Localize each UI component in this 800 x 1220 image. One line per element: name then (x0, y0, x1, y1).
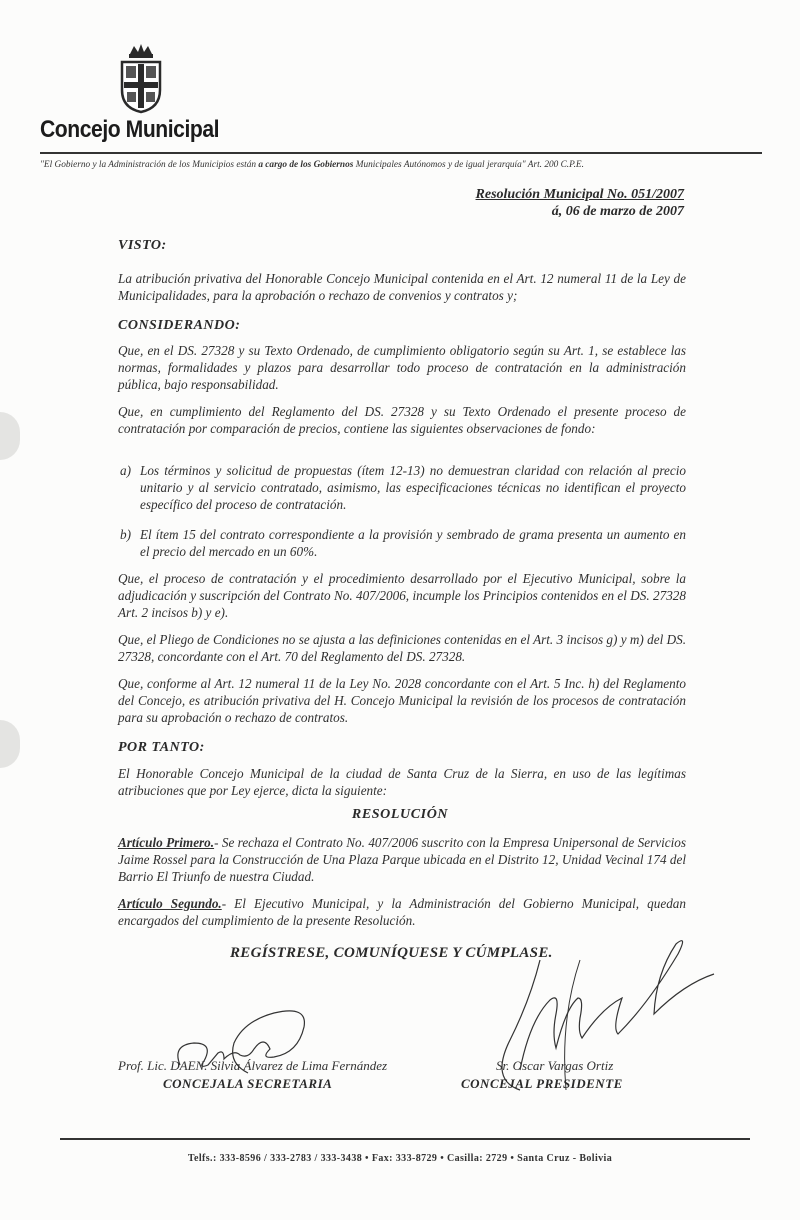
considerando-p2: Que, en cumplimiento del Reglamento del DS. 27328 y su Texto Ordenado el presente proceso de contratación por comparación de precios, contiene las siguientes observaciones de fondo: (118, 404, 686, 436)
resolution-date: á, 06 de marzo de 2007 (551, 204, 684, 219)
item-text: Los términos y solicitud de propuestas (ítem 12-13) no demuestran claridad con relación al precio unitario y al servicio contratado, asimismo, las especificaciones técnicas no identifican el proyecto específico del proceso de contratación. (140, 463, 686, 512)
item-label: b) (120, 527, 131, 542)
right-signer-role: CONCEJAL PRESIDENTE (461, 1076, 623, 1091)
article-first-label: Artículo Primero. (118, 835, 215, 850)
coat-of-arms-icon (118, 42, 164, 114)
observation-item (120, 462, 686, 513)
closing-formula: REGÍSTRESE, COMUNÍQUESE Y CÚMPLASE. (230, 945, 553, 961)
considerando-p3: Que, el proceso de contratación y el procedimiento desarrollado por el Ejecutivo Municipal, sobre la adjudicación y suscripción del Contrato No. 407/2006, incumple los Principios contenidos en el DS. 27328 Art. 2 incisos b) y e). (118, 571, 686, 620)
por-tanto-heading: POR TANTO: (118, 740, 205, 755)
org-name: Concejo Municipal (40, 116, 220, 143)
motto: "El Gobierno y la Administración de los Municipios están a cargo de los Gobiernos Municipales Autónomos y de igual jerarquía" Art. 200 C.P.E. (40, 160, 584, 170)
visto-heading: VISTO: (118, 238, 167, 253)
considerando-p1: Que, en el DS. 27328 y su Texto Ordenado, de cumplimiento obligatorio según su Art. 1, se establece las normas, formalidades y plazos para desarrollar todo proceso de contratación en la administración pública, bajo responsabilidad. (118, 343, 686, 392)
visto-text: La atribución privativa del Honorable Concejo Municipal contenida en el Art. 12 numeral 11 de la Ley de Municipalidades, para la aprobación o rechazo de convenios y contratos y; (118, 271, 686, 303)
punch-hole-bottom (0, 720, 20, 768)
item-label: a) (120, 463, 131, 478)
resolution-number: Resolución Municipal No. 051/2007 (475, 187, 684, 202)
footer-divider (60, 1138, 750, 1140)
article-second: Artículo Segundo.- El Ejecutivo Municipal, y la Administración del Gobierno Municipal, quedan encargados del cumplimiento de la presente Resolución. (118, 896, 686, 928)
observation-item (120, 526, 686, 560)
punch-hole-top (0, 412, 20, 460)
left-signer-name: Prof. Lic. DAEN. Silvia Álvarez de Lima Fernández (118, 1058, 388, 1073)
left-signer-role: CONCEJALA SECRETARIA (163, 1076, 333, 1091)
header-divider (40, 152, 762, 154)
item-text: El ítem 15 del contrato correspondiente a la provisión y sembrado de grama presenta un aumento en el precio del mercado en un 60%. (140, 527, 686, 559)
considerando-p5: Que, conforme al Art. 12 numeral 11 de la Ley No. 2028 concordante con el Art. 5 Inc. h) del Reglamento del Concejo, es atribución privativa del H. Concejo Municipal la revisión de los procesos de contratación para su aprobación o rechazo de contratos. (118, 676, 686, 725)
por-tanto-text: El Honorable Concejo Municipal de la ciudad de Santa Cruz de la Sierra, en uso de las legítimas atribuciones que por Ley ejerce, dicta la siguiente: (118, 766, 686, 798)
footer-contact: Telfs.: 333-8596 / 333-2783 / 333-3438 • Fax: 333-8729 • Casilla: 2729 • Santa Cruz - Bolivia (187, 1153, 613, 1164)
resolucion-title: RESOLUCIÓN (351, 807, 449, 822)
considerando-heading: CONSIDERANDO: (118, 318, 241, 333)
considerando-p4: Que, el Pliego de Condiciones no se ajusta a las definiciones contenidas en el Art. 3 incisos g) y m) del DS. 27328, concordante con el Art. 70 del Reglamento del DS. 27328. (118, 632, 686, 664)
article-second-label: Artículo Segundo. (118, 896, 222, 911)
article-first: Artículo Primero.- Se rechaza el Contrato No. 407/2006 suscrito con la Empresa Unipersonal de Servicios Jaime Rossel para la Construcción de Una Plaza Parque ubicada en el Distrito 12, Unidad Vecinal 174 del Barrio El Triunfo de nuestra Ciudad. (118, 835, 687, 884)
right-signer-name: Sr. Oscar Vargas Ortiz (496, 1058, 614, 1073)
